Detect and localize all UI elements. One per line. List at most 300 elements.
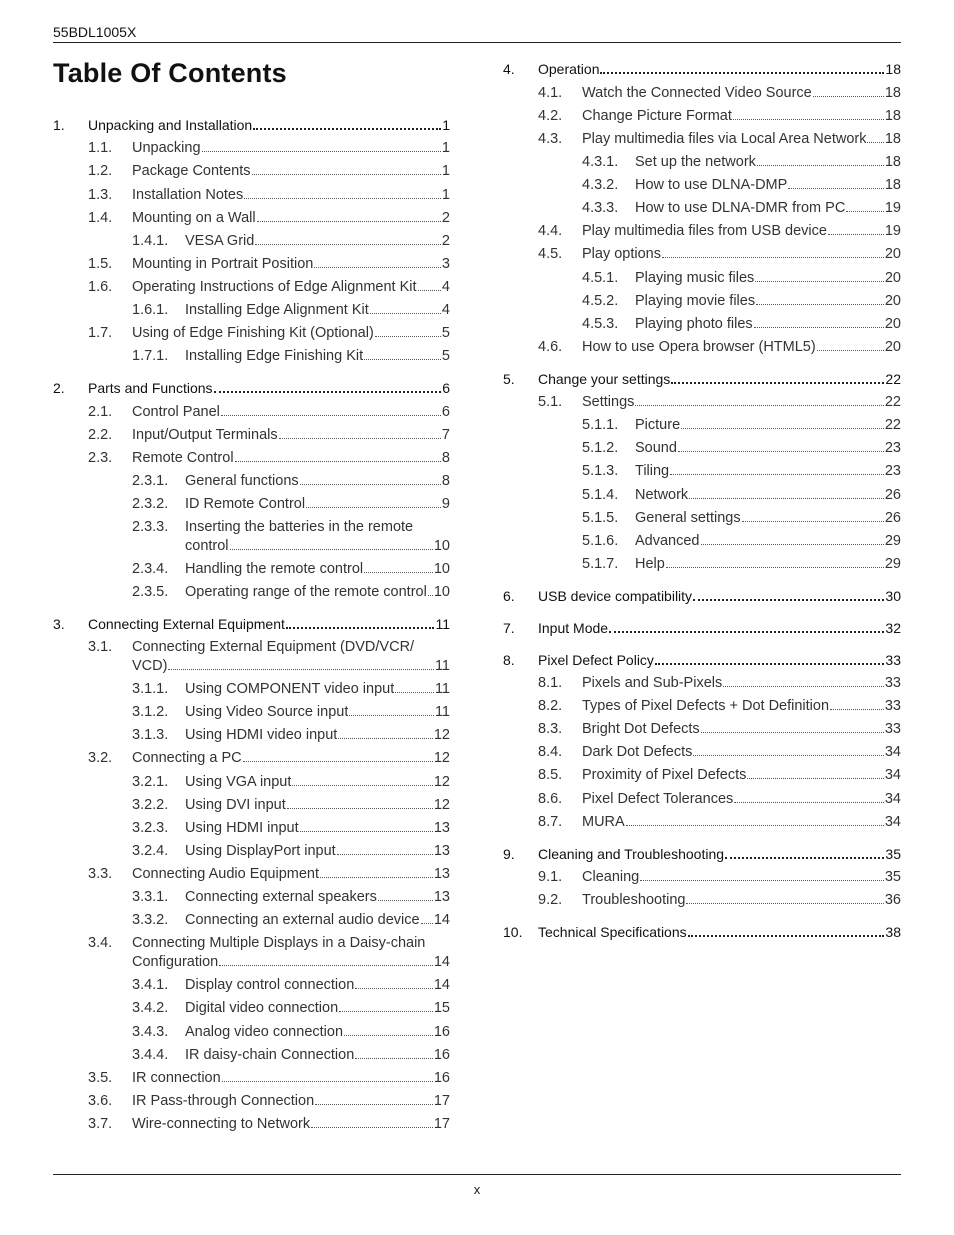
toc-entry-label: Connecting Multiple Displays in a Daisy-chain <box>132 935 426 951</box>
toc-entry-page: 18 <box>884 131 901 147</box>
toc-entry[interactable] <box>503 245 901 263</box>
dot-leader <box>364 572 433 573</box>
page-title: Table Of Contents <box>53 58 287 88</box>
dot-leader <box>370 313 441 314</box>
toc-entry[interactable] <box>503 509 901 527</box>
toc-entry[interactable] <box>503 486 901 504</box>
toc-entry-page: 34 <box>884 744 901 760</box>
toc-entry-number: 2.3.3. <box>132 519 169 535</box>
dot-leader <box>311 1127 433 1128</box>
toc-entry-label: General functions <box>185 473 299 489</box>
toc-entry-label: Help <box>635 556 665 572</box>
toc-entry-label: Using DisplayPort input <box>185 843 336 859</box>
dot-leader <box>314 267 441 268</box>
toc-entry-page: 4 <box>441 302 450 318</box>
toc-entry-page: 1 <box>441 163 450 179</box>
toc-entry[interactable] <box>503 868 901 886</box>
toc-entry-label: VESA Grid <box>185 233 255 249</box>
toc-entry-page: 6 <box>442 380 450 396</box>
dot-leader <box>279 438 441 439</box>
toc-entry-number: 4.5.3. <box>582 316 619 332</box>
toc-entry[interactable] <box>503 84 901 102</box>
dot-leader <box>788 188 884 189</box>
toc-entry-label: Play multimedia files via Local Area Network <box>582 131 867 147</box>
toc-entry-number: 4.2. <box>538 108 563 124</box>
toc-entry-label: Pixel Defect Tolerances <box>582 791 734 807</box>
toc-entry[interactable] <box>53 773 450 791</box>
dot-leader <box>375 336 441 337</box>
toc-entry[interactable] <box>503 370 901 388</box>
toc-entry-page: 22 <box>884 417 901 433</box>
dot-leader <box>252 174 441 175</box>
dot-leader <box>640 880 884 881</box>
dot-leader <box>830 709 884 710</box>
toc-entry[interactable] <box>53 888 450 906</box>
toc-entry-label: Unpacking and Installation <box>88 117 253 133</box>
toc-entry-number: 8.6. <box>538 791 563 807</box>
toc-entry-number: 5.1.7. <box>582 556 619 572</box>
toc-entry-number: 10. <box>503 924 523 940</box>
toc-entry[interactable] <box>503 651 901 669</box>
toc-entry-number: 5.1.6. <box>582 533 619 549</box>
toc-entry-number: 5.1.4. <box>582 487 619 503</box>
dot-leader <box>338 738 433 739</box>
dot-leader <box>292 785 432 786</box>
toc-entry-page: 18 <box>884 154 901 170</box>
toc-entry-page: 12 <box>433 797 450 813</box>
toc-entry-page: 10 <box>433 584 450 600</box>
dot-leader <box>670 474 884 475</box>
toc-entry-label: USB device compatibility <box>538 588 693 604</box>
toc-entry-page: 6 <box>441 404 450 420</box>
page-number: x <box>473 1182 481 1197</box>
toc-entry-page: 22 <box>884 394 901 410</box>
toc-entry-number: 3.4.2. <box>132 1000 169 1016</box>
dot-leader <box>243 761 433 762</box>
dot-leader <box>221 415 441 416</box>
toc-entry[interactable] <box>503 176 901 194</box>
toc-entry-label: Playing photo files <box>635 316 753 332</box>
toc-entry-page: 20 <box>884 293 901 309</box>
toc-entry-label: Using of Edge Finishing Kit (Optional) <box>132 325 374 341</box>
toc-entry[interactable] <box>53 819 450 837</box>
toc-entry-label: Connecting external speakers <box>185 889 377 905</box>
toc-entry[interactable] <box>503 813 901 831</box>
toc-entry-page: 14 <box>433 977 450 993</box>
dot-leader <box>686 903 883 904</box>
toc-entry-label: Playing music files <box>635 270 755 286</box>
dot-leader <box>609 631 884 633</box>
dot-leader <box>723 686 884 687</box>
toc-entry-number: 9. <box>503 846 515 862</box>
toc-entry-label: Handling the remote control <box>185 561 364 577</box>
toc-entry[interactable] <box>53 449 450 467</box>
toc-entry[interactable] <box>53 278 450 296</box>
toc-entry-number: 5.1.5. <box>582 510 619 526</box>
toc-entry[interactable] <box>53 749 450 767</box>
dot-leader <box>754 327 884 328</box>
toc-entry-label: Digital video connection <box>185 1000 339 1016</box>
toc-entry-page: 2 <box>441 233 450 249</box>
toc-entry-label: Dark Dot Defects <box>582 744 693 760</box>
dot-leader <box>355 1058 433 1059</box>
toc-entry[interactable] <box>503 107 901 125</box>
toc-entry-number: 3.4.4. <box>132 1047 169 1063</box>
toc-entry-page: 2 <box>441 210 450 226</box>
toc-entry-page: 34 <box>884 767 901 783</box>
toc-entry-number: 2. <box>53 380 65 396</box>
toc-entry[interactable] <box>503 790 901 808</box>
toc-entry-continuation[interactable] <box>53 657 450 675</box>
toc-entry-label: Pixel Defect Policy <box>538 652 654 668</box>
toc-entry[interactable] <box>503 766 901 784</box>
toc-entry[interactable] <box>53 116 450 134</box>
toc-entry-number: 1.6. <box>88 279 113 295</box>
toc-entry[interactable] <box>503 416 901 434</box>
toc-entry-number: 2.3.4. <box>132 561 169 577</box>
toc-entry-label: Watch the Connected Video Source <box>582 85 812 101</box>
toc-entry-label: Connecting External Equipment (DVD/VCR/ <box>132 639 415 655</box>
toc-entry-number: 3.4. <box>88 935 113 951</box>
toc-entry[interactable] <box>503 60 901 78</box>
dot-leader <box>428 595 433 596</box>
toc-entry[interactable] <box>53 426 450 444</box>
toc-entry-label: Unpacking <box>132 140 201 156</box>
toc-entry[interactable] <box>53 865 450 883</box>
toc-entry[interactable] <box>53 638 450 656</box>
dot-leader <box>349 715 434 716</box>
toc-entry-label: How to use Opera browser (HTML5) <box>582 339 816 355</box>
toc-entry-page: 33 <box>884 675 901 691</box>
toc-entry[interactable] <box>53 186 450 204</box>
toc-entry-page: 35 <box>884 869 901 885</box>
toc-entry-label: How to use DLNA-DMP <box>635 177 788 193</box>
toc-entry-page: 5 <box>441 348 450 364</box>
toc-entry-number: 3.7. <box>88 1116 113 1132</box>
toc-entry-label: Troubleshooting <box>582 892 686 908</box>
toc-entry-page: 5 <box>441 325 450 341</box>
dot-leader <box>755 281 884 282</box>
toc-entry-number: 3.3.1. <box>132 889 169 905</box>
toc-entry-page: 20 <box>884 270 901 286</box>
toc-entry-number: 3.6. <box>88 1093 113 1109</box>
toc-entry-number: 1.3. <box>88 187 113 203</box>
toc-entry[interactable] <box>53 796 450 814</box>
toc-entry-page: 12 <box>433 774 450 790</box>
toc-entry[interactable] <box>53 301 450 319</box>
toc-entry-label: Input/Output Terminals <box>132 427 278 443</box>
toc-entry[interactable] <box>503 269 901 287</box>
toc-entry-page: 16 <box>433 1024 450 1040</box>
toc-entry-page: 29 <box>884 533 901 549</box>
toc-entry-label: Proximity of Pixel Defects <box>582 767 747 783</box>
toc-entry[interactable] <box>503 923 901 941</box>
dot-leader <box>287 808 433 809</box>
toc-entry-number: 2.1. <box>88 404 113 420</box>
toc-entry-number: 3.4.1. <box>132 977 169 993</box>
dot-leader <box>202 151 441 152</box>
toc-entry-label: Using Video Source input <box>185 704 349 720</box>
toc-entry-label: IR daisy-chain Connection <box>185 1047 355 1063</box>
toc-entry-number: 3.2.4. <box>132 843 169 859</box>
document-model-header: 55BDL1005X <box>53 24 137 40</box>
toc-entry-page: 20 <box>884 246 901 262</box>
dot-leader <box>214 391 442 393</box>
toc-entry-page: 11 <box>434 658 450 674</box>
dot-leader <box>671 382 884 384</box>
toc-entry[interactable] <box>503 891 901 909</box>
toc-entry[interactable] <box>53 162 450 180</box>
toc-entry-label: Connecting an external audio device <box>185 912 420 928</box>
toc-entry-label: Installing Edge Finishing Kit <box>185 348 364 364</box>
toc-entry[interactable] <box>53 472 450 490</box>
toc-entry-number: 5.1.3. <box>582 463 619 479</box>
toc-entry[interactable] <box>503 587 901 605</box>
toc-entry-label: Display control connection <box>185 977 355 993</box>
toc-entry-page: 8 <box>441 450 450 466</box>
toc-entry[interactable] <box>53 1092 450 1110</box>
toc-entry-number: 8.3. <box>538 721 563 737</box>
toc-entry[interactable] <box>503 462 901 480</box>
dot-leader <box>817 350 884 351</box>
toc-entry-number: 4.3.1. <box>582 154 619 170</box>
dot-leader <box>320 877 433 878</box>
toc-entry-page: 32 <box>885 620 901 636</box>
toc-entry-page: 13 <box>433 866 450 882</box>
toc-entry-page: 13 <box>433 889 450 905</box>
toc-entry[interactable] <box>53 209 450 227</box>
toc-entry[interactable] <box>53 560 450 578</box>
toc-entry-number: 7. <box>503 620 515 636</box>
toc-entry-number: 3. <box>53 616 65 632</box>
toc-entry-page: 12 <box>433 750 450 766</box>
toc-entry-number: 5.1.2. <box>582 440 619 456</box>
toc-entry[interactable] <box>53 324 450 342</box>
toc-entry-number: 4.3.3. <box>582 200 619 216</box>
dot-leader <box>230 549 433 550</box>
toc-entry-page: 14 <box>433 954 450 970</box>
toc-entry[interactable] <box>53 1069 450 1087</box>
toc-entry-page: 35 <box>885 846 901 862</box>
toc-entry-number: 2.2. <box>88 427 113 443</box>
toc-entry-continuation[interactable] <box>53 537 450 555</box>
toc-entry-page: 11 <box>435 616 450 632</box>
toc-entry-label: Inserting the batteries in the remote <box>185 519 414 535</box>
toc-entry-page: 23 <box>884 440 901 456</box>
dot-leader <box>378 900 433 901</box>
toc-entry[interactable] <box>53 518 450 536</box>
toc-entry-label: Change Picture Format <box>582 108 732 124</box>
dot-leader <box>725 857 884 859</box>
toc-entry-number: 4.3.2. <box>582 177 619 193</box>
toc-entry-number: 3.1.2. <box>132 704 169 720</box>
toc-entry-number: 1. <box>53 117 65 133</box>
toc-entry-page: 16 <box>433 1047 450 1063</box>
toc-entry-number: 1.7.1. <box>132 348 169 364</box>
toc-entry-number: 4.3. <box>538 131 563 147</box>
toc-entry-number: 4.5.2. <box>582 293 619 309</box>
toc-entry-number: 4.5.1. <box>582 270 619 286</box>
dot-leader <box>846 211 884 212</box>
toc-entry-label: Operation <box>538 61 600 77</box>
toc-entry-label: Play options <box>582 246 661 262</box>
toc-entry-page: 30 <box>885 588 901 604</box>
toc-entry-number: 3.2. <box>88 750 113 766</box>
toc-entry-page: 9 <box>441 496 450 512</box>
toc-entry-label: Analog video connection <box>185 1024 344 1040</box>
toc-entry-continuation[interactable] <box>53 953 450 971</box>
toc-entry[interactable] <box>53 347 450 365</box>
toc-entry[interactable] <box>53 379 450 397</box>
toc-entry-number: 3.4.3. <box>132 1024 169 1040</box>
toc-entry[interactable] <box>53 680 450 698</box>
toc-entry-page: 8 <box>441 473 450 489</box>
toc-entry[interactable] <box>53 583 450 601</box>
toc-entry-page: 11 <box>434 704 450 720</box>
dot-leader <box>813 96 884 97</box>
toc-entry[interactable] <box>53 999 450 1017</box>
toc-entry[interactable] <box>53 139 450 157</box>
toc-entry-number: 3.1.3. <box>132 727 169 743</box>
toc-entry-page: 16 <box>433 1070 450 1086</box>
toc-entry-number: 1.7. <box>88 325 113 341</box>
dot-leader <box>395 692 434 693</box>
toc-entry-label: Picture <box>635 417 681 433</box>
toc-entry-page: 17 <box>433 1093 450 1109</box>
toc-entry-page: 18 <box>885 61 901 77</box>
toc-entry-label: IR Pass-through Connection <box>132 1093 315 1109</box>
toc-entry[interactable] <box>53 703 450 721</box>
toc-entry-number: 2.3.2. <box>132 496 169 512</box>
toc-entry[interactable] <box>503 845 901 863</box>
toc-entry[interactable] <box>53 976 450 994</box>
toc-entry[interactable] <box>503 697 901 715</box>
toc-entry-number: 1.2. <box>88 163 113 179</box>
toc-entry[interactable] <box>53 495 450 513</box>
toc-entry[interactable] <box>53 232 450 250</box>
toc-entry-number: 1.1. <box>88 140 113 156</box>
toc-entry-page: 38 <box>885 924 901 940</box>
toc-entry[interactable] <box>503 130 901 148</box>
dot-leader <box>306 507 441 508</box>
toc-entry-number: 4.5. <box>538 246 563 262</box>
dot-leader <box>757 165 884 166</box>
toc-entry-label: Tiling <box>635 463 670 479</box>
toc-entry[interactable] <box>503 674 901 692</box>
toc-entry-label-continued: control <box>185 538 229 554</box>
toc-entry-number: 9.1. <box>538 869 563 885</box>
toc-entry[interactable] <box>53 726 450 744</box>
toc-entry[interactable] <box>503 393 901 411</box>
toc-entry[interactable] <box>503 720 901 738</box>
toc-entry-page: 11 <box>434 681 450 697</box>
toc-entry-page: 19 <box>884 223 901 239</box>
toc-entry-label: Set up the network <box>635 154 756 170</box>
toc-entry-label: Installation Notes <box>132 187 244 203</box>
toc-entry[interactable] <box>53 1023 450 1041</box>
toc-entry-page: 26 <box>884 510 901 526</box>
toc-entry-label: Technical Specifications <box>538 924 687 940</box>
toc-entry[interactable] <box>53 255 450 273</box>
toc-entry[interactable] <box>503 315 901 333</box>
toc-entry-number: 8.2. <box>538 698 563 714</box>
toc-entry[interactable] <box>503 532 901 550</box>
toc-entry[interactable] <box>503 153 901 171</box>
toc-entry[interactable] <box>503 619 901 637</box>
toc-entry-label: ID Remote Control <box>185 496 306 512</box>
toc-entry-label: Control Panel <box>132 404 220 420</box>
toc-entry-page: 3 <box>441 256 450 272</box>
dot-leader <box>421 923 433 924</box>
dot-leader <box>300 831 433 832</box>
toc-entry-number: 8.4. <box>538 744 563 760</box>
dot-leader <box>339 1011 433 1012</box>
toc-entry-number: 5.1. <box>538 394 563 410</box>
toc-entry-page: 33 <box>885 652 901 668</box>
toc-entry-number: 5.1.1. <box>582 417 619 433</box>
toc-entry-page: 26 <box>884 487 901 503</box>
dot-leader <box>168 669 433 670</box>
dot-leader <box>257 221 441 222</box>
toc-entry[interactable] <box>503 222 901 240</box>
dot-leader <box>742 521 884 522</box>
toc-entry-label: Input Mode <box>538 620 609 636</box>
toc-entry-page: 18 <box>884 108 901 124</box>
toc-entry-page: 17 <box>433 1116 450 1132</box>
toc-entry-page: 36 <box>884 892 901 908</box>
dot-leader <box>222 1081 433 1082</box>
toc-entry-label: Using VGA input <box>185 774 292 790</box>
toc-entry[interactable] <box>503 555 901 573</box>
dot-leader <box>600 72 884 74</box>
toc-entry-label: Connecting a PC <box>132 750 242 766</box>
toc-entry[interactable] <box>53 403 450 421</box>
toc-entry[interactable] <box>503 743 901 761</box>
toc-entry[interactable] <box>53 1046 450 1064</box>
toc-entry-number: 3.1.1. <box>132 681 169 697</box>
dot-leader <box>655 663 884 665</box>
dot-leader <box>300 484 441 485</box>
toc-entry-number: 4.6. <box>538 339 563 355</box>
toc-entry-page: 20 <box>884 339 901 355</box>
toc-entry[interactable] <box>53 842 450 860</box>
toc-entry-page: 1 <box>442 117 450 133</box>
toc-entry-page: 15 <box>433 1000 450 1016</box>
toc-entry-label: Using DVI input <box>185 797 286 813</box>
toc-entry-page: 12 <box>433 727 450 743</box>
toc-entry-page: 10 <box>433 538 450 554</box>
toc-entry-number: 8. <box>503 652 515 668</box>
toc-entry[interactable] <box>503 292 901 310</box>
dot-leader <box>418 290 441 291</box>
dot-leader <box>678 451 884 452</box>
toc-entry-label: General settings <box>635 510 741 526</box>
dot-leader <box>701 544 884 545</box>
toc-entry-label: Mounting on a Wall <box>132 210 256 226</box>
toc-entry[interactable] <box>53 934 450 952</box>
toc-entry[interactable] <box>503 439 901 457</box>
toc-entry[interactable] <box>503 199 901 217</box>
toc-entry[interactable] <box>503 338 901 356</box>
toc-entry[interactable] <box>53 615 450 633</box>
toc-entry-page: 4 <box>441 279 450 295</box>
dot-leader <box>626 825 884 826</box>
toc-entry[interactable] <box>53 1115 450 1133</box>
toc-entry-label: Parts and Functions <box>88 380 213 396</box>
toc-entry-label: Using HDMI input <box>185 820 299 836</box>
toc-entry-page: 20 <box>884 316 901 332</box>
toc-entry[interactable] <box>53 911 450 929</box>
